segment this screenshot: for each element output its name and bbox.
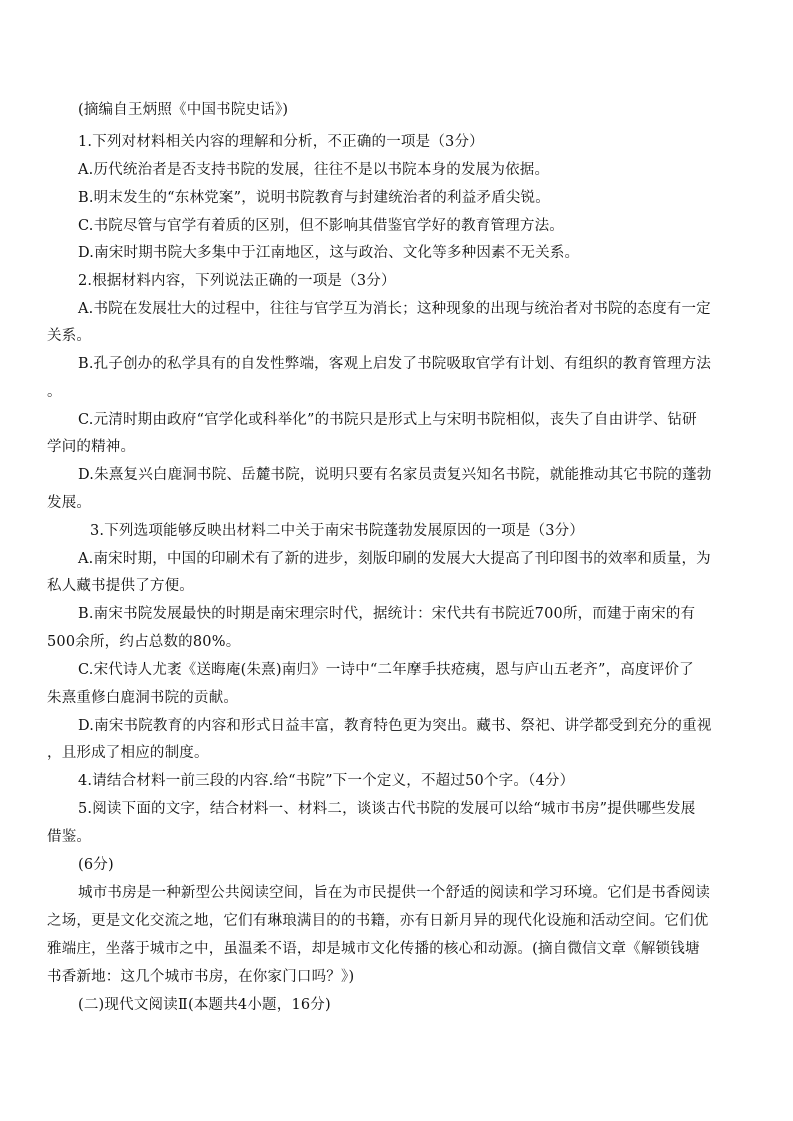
question-5: 5.阅读下面的文字，结合材料一、材料二，谈谈古代书院的发展可以给“城市书房”提供哪些发展 — [78, 801, 696, 817]
question-1: 1.下列对材料相关内容的理解和分析，不正确的一项是（3分） — [78, 134, 484, 150]
question-2: 2.根据材料内容，下列说法正确的一项是（3分） — [78, 273, 396, 289]
q3-option-b-cont: 500余所，约占总数的80%。 — [47, 634, 241, 650]
passage-line-3: 雅端庄，坐落于城市之中，虽温柔不语，却是城市文化传播的核心和动源。(摘自微信文章《解锁钱塘 — [47, 941, 700, 957]
q3-option-d: D.南宋书院教育的内容和形式日益丰富，教育特色更为突出。藏书、祭祀、讲学都受到充分的重视 — [78, 718, 712, 734]
q3-option-a: A.南宋时期，中国的印刷术有了新的进步，刻版印刷的发展大大提高了刊印图书的效率和质量，为 — [78, 551, 711, 567]
q2-option-d-cont: 发展。 — [47, 495, 92, 511]
q3-option-d-cont: ，且形成了相应的制度。 — [47, 745, 209, 761]
q2-option-a: A.书院在发展壮大的过程中，往往与官学互为消长；这种现象的出现与统治者对书院的态度有一定 — [78, 301, 711, 317]
source-citation: (摘编自王炳照《中国书院史话》) — [78, 102, 289, 118]
q2-option-c-cont: 学问的精神。 — [47, 439, 136, 455]
q2-option-d: D.朱熹复兴白鹿洞书院、岳麓书院，说明只要有名家员责复兴知名书院，就能推动其它书院的蓬勃 — [78, 467, 712, 483]
question-5-cont: 借鉴。 — [47, 829, 92, 845]
q1-option-a: A.历代统治者是否支持书院的发展，往往不是以书院本身的发展为依据。 — [78, 162, 550, 178]
question-4: 4.请结合材料一前三段的内容.给“书院”下一个定义，不超过50个字。（4分） — [78, 773, 575, 789]
passage-line-1: 城市书房是一种新型公共阅读空间，旨在为市民提供一个舒适的阅读和学习环境。它们是书香阅读 — [78, 885, 711, 901]
passage-line-4: 书香新地：这几个城市书房，在你家门口吗？》) — [47, 969, 355, 985]
q2-option-a-cont: 关系。 — [47, 328, 92, 344]
question-3: 3.下列选项能够反映出材料二中关于南宋书院蓬勃发展原因的一项是（3分） — [90, 523, 585, 539]
q1-option-d: D.南宋时期书院大多集中于江南地区，这与政治、文化等多种因素不无关系。 — [78, 245, 580, 261]
q2-option-c: C.元清时期由政府“官学化或科举化”的书院只是形式上与宋明书院相似，丧失了自由讲学、钻研 — [78, 412, 697, 428]
q3-option-c: C.宋代诗人尤袤《送晦庵(朱熹)南归》一诗中“二年摩手扶疮痍，恩与庐山五老齐”，高度评价了 — [78, 662, 694, 678]
q1-option-c: C.书院尽管与官学有着质的区别，但不影响其借鉴官学好的教育管理方法。 — [78, 218, 564, 234]
passage-line-2: 之场，更是文化交流之地，它们有琳琅满目的的书籍，亦有日新月异的现代化设施和活动空间。它们优 — [47, 913, 709, 929]
q2-option-b: B.孔子创办的私学具有的自发性弊端，客观上启发了书院吸取官学有计划、有组织的教育管理方法 — [78, 356, 712, 372]
q2-option-b-cont: 。 — [47, 384, 62, 400]
q3-option-b: B.南宋书院发展最快的时期是南宋理宗时代，据统计：宋代共有书院近700所，而建于南宋的有 — [78, 606, 696, 622]
section-heading: (二)现代文阅读Ⅱ(本题共4小题，16分) — [78, 997, 331, 1013]
q3-option-a-cont: 私人藏书提供了方便。 — [47, 578, 194, 594]
question-5-score: (6分) — [78, 857, 114, 873]
q3-option-c-cont: 朱熹重修白鹿洞书院的贡献。 — [47, 690, 239, 706]
q1-option-b: B.明末发生的“东林党案”，说明书院教育与封建统治者的利益矛盾尖锐。 — [78, 190, 550, 206]
